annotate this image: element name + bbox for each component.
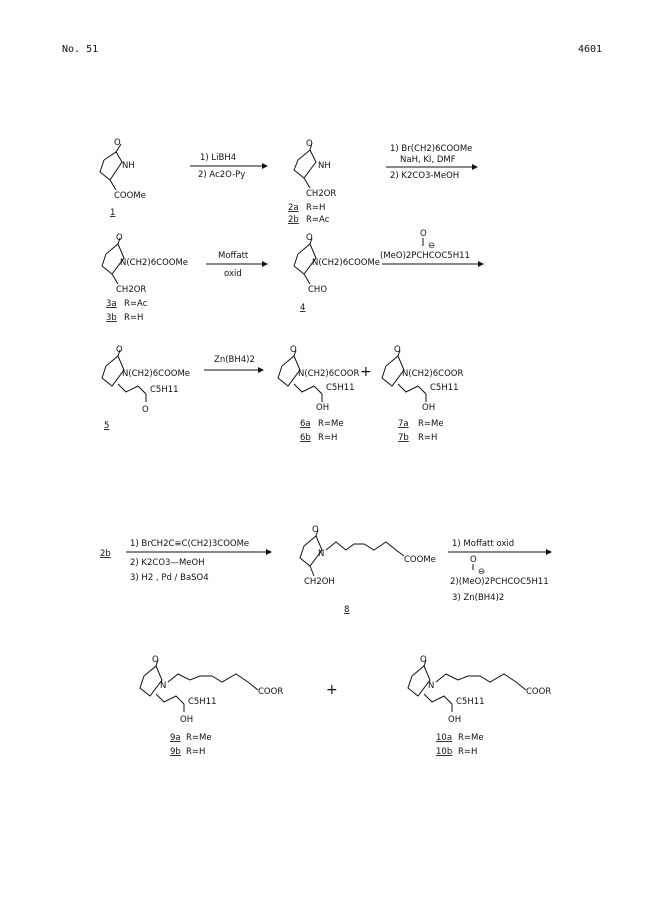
svg-text:C5H11: C5H11 (326, 383, 355, 393)
svg-text:3a: 3a (106, 299, 117, 309)
compound-10 (408, 655, 551, 757)
svg-text:1) Moffatt oxid: 1) Moffatt oxid (452, 539, 515, 549)
svg-text:N(CH2)6COOR: N(CH2)6COOR (298, 369, 360, 379)
svg-text:O: O (470, 555, 477, 565)
svg-text:6b: 6b (300, 433, 311, 443)
svg-text:oxid: oxid (224, 269, 242, 279)
svg-text:1) BrCH2C≡C(CH2)3COOMe: 1) BrCH2C≡C(CH2)3COOMe (130, 539, 250, 549)
svg-text:R=Ac: R=Ac (124, 299, 148, 309)
svg-text:OH: OH (422, 403, 436, 413)
arrow1-above: 1) LiBH4 (200, 153, 237, 163)
journal-issue: No. 51 (62, 44, 99, 55)
svg-text:9b: 9b (170, 747, 181, 757)
svg-text:9a: 9a (170, 733, 181, 743)
arrow-4 (380, 229, 484, 267)
compound-9 (140, 655, 283, 757)
svg-text:R=Ac: R=Ac (306, 215, 330, 225)
svg-text:2) K2CO3-MeOH: 2) K2CO3-MeOH (390, 171, 460, 181)
svg-text:O: O (142, 405, 149, 415)
compound-6 (278, 345, 359, 443)
svg-text:NaH, KI, DMF: NaH, KI, DMF (400, 155, 456, 165)
svg-text:NH: NH (318, 161, 331, 171)
svg-text:CH2OR: CH2OR (116, 285, 147, 295)
svg-text:CHO: CHO (308, 285, 328, 295)
svg-text:C5H11: C5H11 (430, 383, 459, 393)
svg-text:O: O (420, 229, 427, 239)
compound-3 (102, 233, 188, 323)
svg-text:R=Me: R=Me (318, 419, 344, 429)
svg-text:R=H: R=H (418, 433, 438, 443)
svg-text:3b: 3b (106, 313, 117, 323)
arrow-3 (206, 251, 268, 279)
svg-text:4: 4 (300, 303, 306, 313)
svg-text:N(CH2)6COOMe: N(CH2)6COOMe (122, 369, 191, 379)
svg-text:(MeO)2PCHCOC5H11: (MeO)2PCHCOC5H11 (380, 251, 470, 261)
svg-text:O: O (116, 345, 123, 355)
arrow-6 (126, 539, 272, 583)
svg-text:3) Zn(BH4)2: 3) Zn(BH4)2 (452, 593, 505, 603)
svg-text:CH2OH: CH2OH (304, 577, 335, 587)
svg-text:7a: 7a (398, 419, 409, 429)
svg-text:Zn(BH4)2: Zn(BH4)2 (214, 355, 255, 365)
arrow-7 (448, 539, 552, 603)
svg-text:N: N (160, 681, 167, 691)
svg-text:Moffatt: Moffatt (218, 251, 249, 261)
svg-text:R=Me: R=Me (458, 733, 484, 743)
svg-text:2)(MeO)2PCHCOC5H11: 2)(MeO)2PCHCOC5H11 (450, 577, 549, 587)
svg-text:O: O (420, 655, 427, 665)
carbonyl-o: O (114, 138, 121, 148)
svg-text:R=H: R=H (306, 203, 326, 213)
svg-text:COOR: COOR (258, 687, 284, 697)
svg-text:O: O (116, 233, 123, 243)
compound-2 (288, 139, 336, 225)
page-number: 4601 (578, 44, 603, 55)
compound-1 (100, 138, 146, 218)
svg-text:R=H: R=H (318, 433, 338, 443)
compound-5 (102, 345, 190, 431)
svg-text:2b: 2b (288, 215, 299, 225)
svg-text:N: N (318, 549, 325, 559)
c1-nh: NH (122, 161, 135, 171)
svg-text:R=Me: R=Me (186, 733, 212, 743)
svg-text:2) K2CO3—MeOH: 2) K2CO3—MeOH (130, 558, 205, 568)
c1-number: 1 (110, 208, 116, 218)
svg-text:N(CH2)6COOMe: N(CH2)6COOMe (312, 258, 381, 268)
svg-text:10a: 10a (436, 733, 453, 743)
svg-text:C5H11: C5H11 (456, 697, 485, 707)
svg-text:O: O (394, 345, 401, 355)
svg-text:R=H: R=H (186, 747, 206, 757)
arrow1-below: 2) Ac2O-Py (198, 170, 246, 180)
svg-text:8: 8 (344, 605, 350, 615)
svg-text:O: O (306, 139, 313, 149)
svg-text:⊖: ⊖ (428, 241, 436, 251)
svg-text:⊖: ⊖ (478, 567, 486, 577)
svg-text:10b: 10b (436, 747, 453, 757)
svg-text:7b: 7b (398, 433, 409, 443)
svg-text:O: O (290, 345, 297, 355)
compound-4 (294, 233, 380, 313)
svg-text:N: N (428, 681, 435, 691)
svg-text:COOR: COOR (526, 687, 552, 697)
c1-ester: COOMe (114, 191, 146, 201)
svg-text:CH2OR: CH2OR (306, 189, 337, 199)
svg-text:COOMe: COOMe (404, 555, 436, 565)
svg-text:1) Br(CH2)6COOMe: 1) Br(CH2)6COOMe (390, 144, 473, 154)
svg-text:C5H11: C5H11 (188, 697, 217, 707)
compound-8 (300, 525, 436, 615)
plus-sign-2: + (326, 682, 338, 698)
svg-text:6a: 6a (300, 419, 311, 429)
svg-text:O: O (152, 655, 159, 665)
svg-text:O: O (312, 525, 319, 535)
svg-text:2a: 2a (288, 203, 299, 213)
svg-text:R=H: R=H (458, 747, 478, 757)
svg-text:R=H: R=H (124, 313, 144, 323)
svg-text:5: 5 (104, 421, 110, 431)
svg-text:3) H2 , Pd / BaSO4: 3) H2 , Pd / BaSO4 (130, 573, 209, 583)
arrow-5 (204, 355, 264, 373)
arrow-1 (190, 153, 268, 180)
svg-text:C5H11: C5H11 (150, 385, 179, 395)
svg-text:O: O (306, 233, 313, 243)
svg-text:R=Me: R=Me (418, 419, 444, 429)
plus-sign: + (360, 364, 372, 380)
svg-text:N(CH2)6COOMe: N(CH2)6COOMe (120, 258, 189, 268)
svg-text:OH: OH (180, 715, 194, 725)
svg-text:OH: OH (448, 715, 462, 725)
svg-text:OH: OH (316, 403, 330, 413)
compound-7 (382, 345, 463, 443)
arrow-2 (386, 144, 478, 181)
start-2b: 2b (100, 549, 111, 559)
svg-text:N(CH2)6COOR: N(CH2)6COOR (402, 369, 464, 379)
